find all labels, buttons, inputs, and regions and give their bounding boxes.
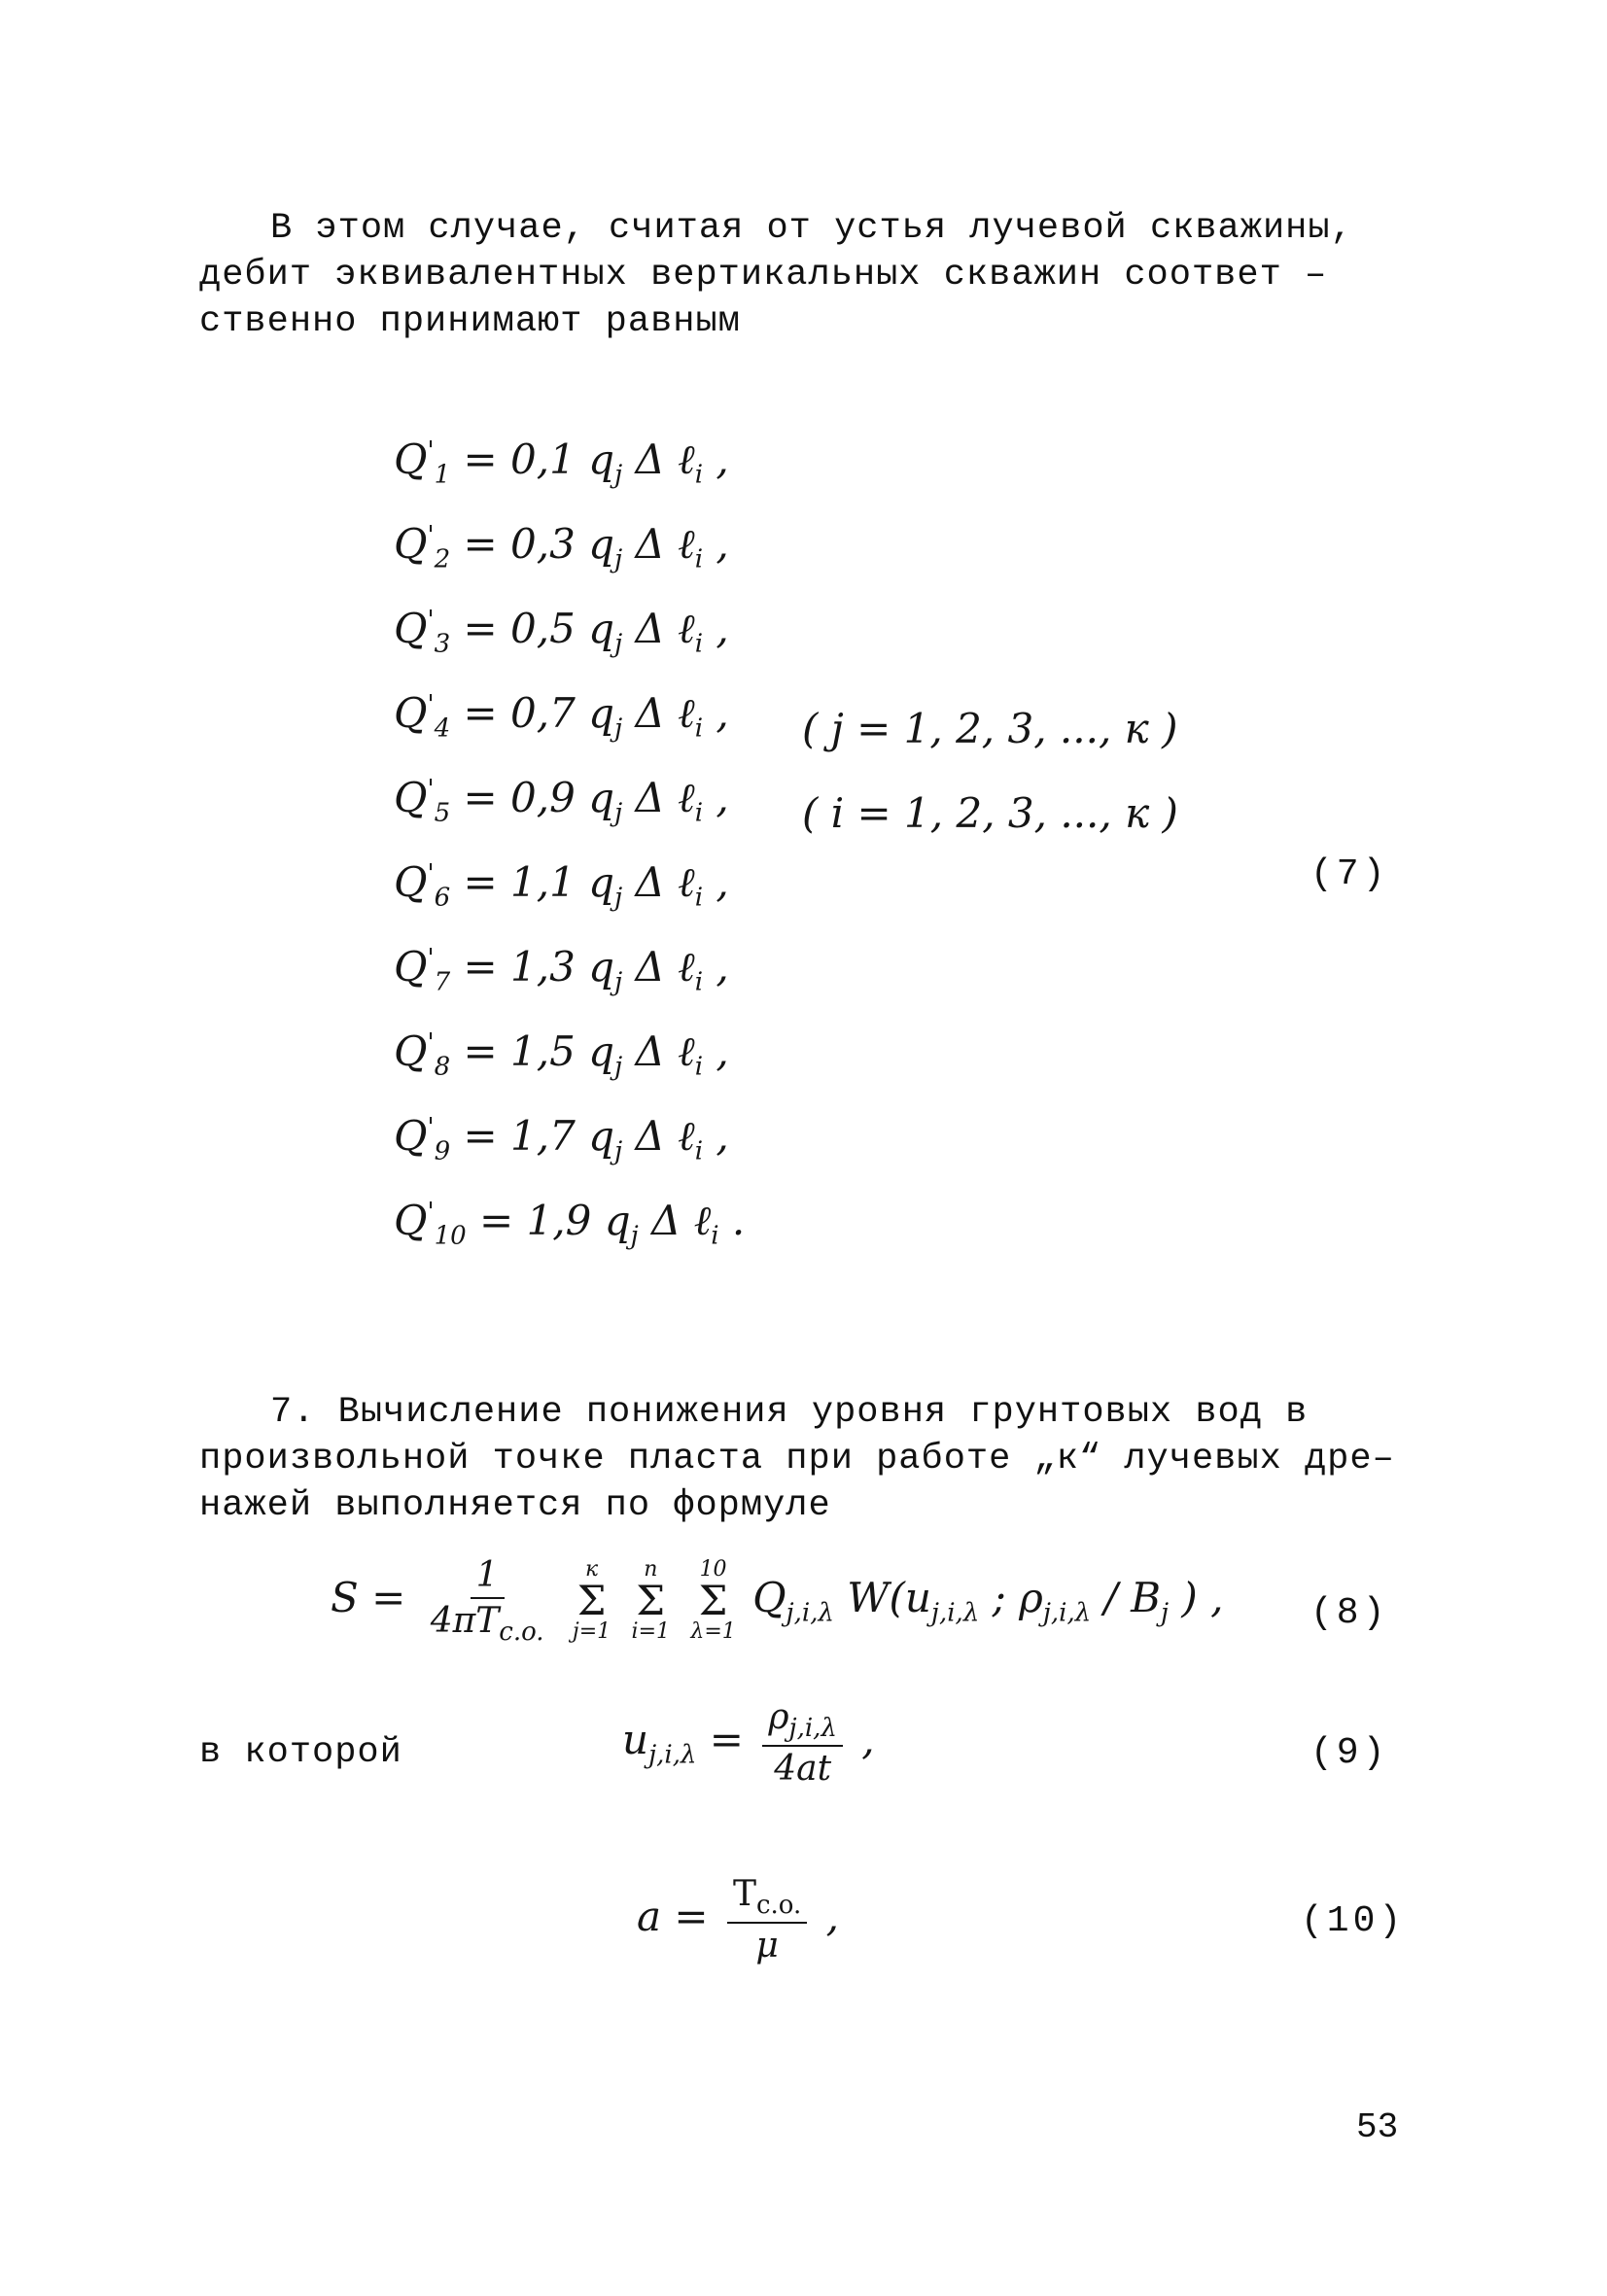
equation-7-row: $Q'_2 = 0,3$ $q_j$ Δ ℓ$_i$ , bbox=[394, 520, 729, 574]
intro-line-3: ственно принимают равным bbox=[199, 301, 741, 342]
equation-7-row: $Q'_7 = 1,3$ $q_j$ Δ ℓ$_i$ , bbox=[394, 943, 729, 997]
eq8-sum-i: n Σ i=1 bbox=[631, 1557, 671, 1645]
intro-line-2: дебит эквивалентных вертикальных скважин соответ – bbox=[199, 255, 1328, 296]
eq8-frac-den: $4\pi T_{c.o.}$ bbox=[430, 1601, 544, 1648]
eq8-lhs: S = bbox=[331, 1574, 406, 1622]
equation-7-row: $Q'_{10} = 1,9$ $q_j$ Δ ℓ$_i$ . bbox=[394, 1197, 746, 1251]
condition-j: ( j = 1, 2, 3, ..., к ) bbox=[802, 705, 1178, 752]
eq8-sum-lambda: 10 Σ λ=1 bbox=[690, 1557, 736, 1645]
equation-7-row: $Q'_9 = 1,7$ $q_j$ Δ ℓ$_i$ , bbox=[394, 1112, 729, 1166]
eq8-frac-num: 1 bbox=[471, 1555, 505, 1599]
equation-number-9: (9) bbox=[1310, 1732, 1389, 1774]
eq8-fraction bbox=[425, 1555, 550, 1647]
equation-10: a = $\frac{T_{c.o.}}{\mu}$ , bbox=[637, 1874, 839, 1966]
eq8-sum-j: к Σ j=1 bbox=[572, 1557, 611, 1645]
equation-number-7: (7) bbox=[1310, 853, 1389, 895]
page-number: 53 bbox=[1356, 2107, 1399, 2147]
intro-line-1: В этом случае, считая от устья лучевой скважины, bbox=[270, 208, 1353, 249]
section7-line-2: произвольной точке пласта при работе „к“ лучевых дре– bbox=[199, 1439, 1395, 1479]
equation-number-10: (10) bbox=[1301, 1900, 1406, 1942]
equation-7-row: $Q'_3 = 0,5$ $q_j$ Δ ℓ$_i$ , bbox=[394, 605, 729, 659]
equation-7-row: $Q'_6 = 1,1$ $q_j$ Δ ℓ$_i$ , bbox=[394, 858, 729, 913]
equation-7-row: $Q'_4 = 0,7$ $q_j$ Δ ℓ$_i$ , bbox=[394, 689, 729, 744]
equation-7-row: $Q'_5 = 0,9$ $q_j$ Δ ℓ$_i$ , bbox=[394, 774, 729, 828]
equation-number-8: (8) bbox=[1310, 1592, 1389, 1634]
eq10-fraction: $\frac{T_{c.o.}}{\mu}$ bbox=[727, 1874, 807, 1966]
eq9-fraction: $\frac{\rho_{j,i,\lambda}}{4at}$ bbox=[762, 1697, 843, 1789]
eq9-prefix: в которой bbox=[199, 1732, 402, 1773]
section7-line-1: 7. Вычисление понижения уровня грунтовых вод в bbox=[270, 1392, 1309, 1433]
eq8-term: $Q_{j,i,\lambda}$ $W(u_{j,i,\lambda}$ ; $\rho_{j,i,\lambda} / B_j$ ) , bbox=[752, 1574, 1224, 1628]
condition-i: ( i = 1, 2, 3, ..., к ) bbox=[802, 789, 1178, 837]
equation-8 bbox=[331, 1555, 1223, 1647]
equation-7-row: $Q'_1 = 0,1$ $q_j$ Δ ℓ$_i$ , bbox=[394, 435, 729, 490]
section7-line-3: нажей выполняется по формуле bbox=[199, 1485, 831, 1526]
equation-9: $u_{j,i,\lambda}$ = $\frac{\rho_{j,i,\lambda}}{4at}$ , bbox=[622, 1697, 875, 1790]
equation-7-row: $Q'_8 = 1,5$ $q_j$ Δ ℓ$_i$ , bbox=[394, 1027, 729, 1082]
